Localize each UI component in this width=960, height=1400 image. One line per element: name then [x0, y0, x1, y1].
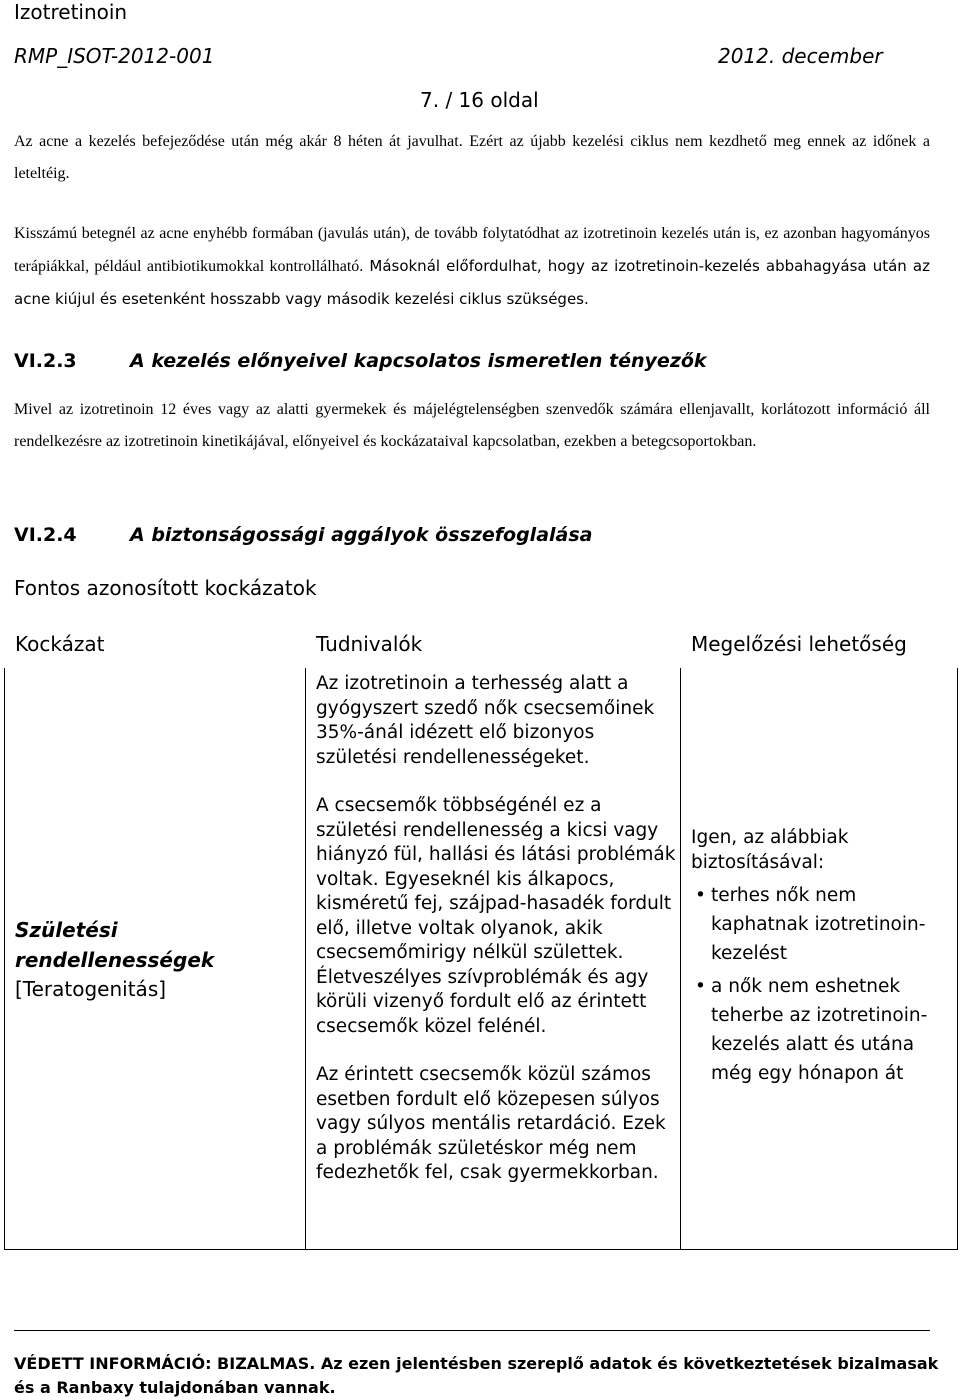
prevention-item-text: terhes nők nem kaphatnak izotretinoin-kezelést [711, 885, 926, 964]
risk-cell [5, 668, 306, 1250]
column-header-info: Tudnivalók [306, 621, 681, 668]
risk-table [4, 620, 958, 1250]
paragraph-relapse-part1: Kisszámú betegnél az acne enyhébb formában (javulás után), de tovább folytatódhat az izotretinoin kezelés után is, ez azonban hagyományos terápiákkal, például antibiotikumokkal kontrollálható. [14, 225, 930, 275]
footer-divider [14, 1330, 930, 1331]
risks-heading: Fontos azonosított kockázatok [14, 576, 317, 600]
section-624-title: A biztonságossági aggályok összefoglalása [130, 524, 593, 546]
prevention-item-text: a nők nem eshetnek teherbe az izotretinoin-kezelés alatt és utána még egy hónapon át [711, 976, 928, 1084]
footer-label: VÉDETT INFORMÁCIÓ: BIZALMAS. [14, 1354, 316, 1373]
prevention-intro: Igen, az alábbiak biztosításával: [691, 827, 849, 873]
risk-subtitle: [Teratogenitás] [15, 976, 167, 1001]
paragraph-relapse [14, 218, 930, 316]
info-cell [306, 668, 681, 1250]
list-item [695, 881, 953, 968]
table-header-row [5, 621, 958, 668]
footer-text: Az ezen jelentésben szereplő adatok és következtetések bizalmasak és a Ranbaxy tulajdonában vannak. [14, 1354, 939, 1397]
section-623-text: Mivel az izotretinoin 12 éves vagy az alatti gyermekek és májelégtelenségben szenvedők számára ellenjavallt, korlátozott információ áll rendelkezésre az izotretinoin kinetikájával, előnyeivel és kockázataival kapcsolatban, ezekben a betegcsoportokban. [14, 401, 930, 450]
list-item [695, 972, 953, 1088]
info-paragraph: Az érintett csecsemők közül számos esetben fordult elő közepesen súlyos vagy súlyos mentális retardáció. Ezek a problémák születéskor még nem fedezhetők fel, csak gyermekkorban. [316, 1064, 666, 1183]
section-623-title: A kezelés előnyeivel kapcsolatos ismeretlen tényezők [130, 350, 707, 372]
bullet-icon: • [695, 976, 706, 997]
info-paragraph: A csecsemők többségénél ez a születési rendellenesség a kicsi vagy hiányzó fül, hallási és látási problémák voltak. Egyeseknél kis álkapocs, kisméretű fej, szájpad-hasadék fordult elő, illetve voltak olyanok, akik csecsemőmirigy nélkül születtek. Életveszélyes szívproblémák és agy körüli vizenyő fordult elő az érintett csecsemők közel felénél. [316, 795, 676, 1037]
column-header-prevention: Megelőzési lehetőség [681, 621, 958, 668]
table-row [5, 668, 958, 1250]
section-624-number: VI.2.4 [14, 524, 77, 546]
header-date: 2012. december [718, 44, 883, 68]
bullet-icon: • [695, 885, 706, 906]
header-page-number: 7. / 16 oldal [420, 88, 539, 112]
column-header-risk: Kockázat [5, 621, 306, 668]
header-doc-id: RMP_ISOT-2012-001 [14, 44, 215, 68]
prevention-cell [681, 668, 958, 1250]
risk-name: Születési rendellenességek [15, 917, 215, 972]
prevention-list [691, 881, 953, 1088]
paragraph-relapse-part2: Másoknál előfordulhat, hogy az izotretinoin-kezelés abbahagyása után az acne kiújul és esetenként hosszabb vagy második kezelési ciklus szükséges. [14, 257, 930, 308]
info-paragraph: Az izotretinoin a terhesség alatt a gyógyszert szedő nők csecsemőinek 35%-ánál idézett elő bizonyos születési rendellenességeket. [316, 673, 655, 768]
section-623-number: VI.2.3 [14, 350, 77, 372]
footer-confidential-notice [14, 1352, 944, 1400]
paragraph-improvement-after-treatment: Az acne a kezelés befejeződése után még akár 8 héten át javulhat. Ezért az újabb kezelési ciklus nem kezdhető meg ennek az időnek a leteltéig. [14, 133, 930, 182]
header-drug-name: Izotretinoin [14, 0, 128, 24]
